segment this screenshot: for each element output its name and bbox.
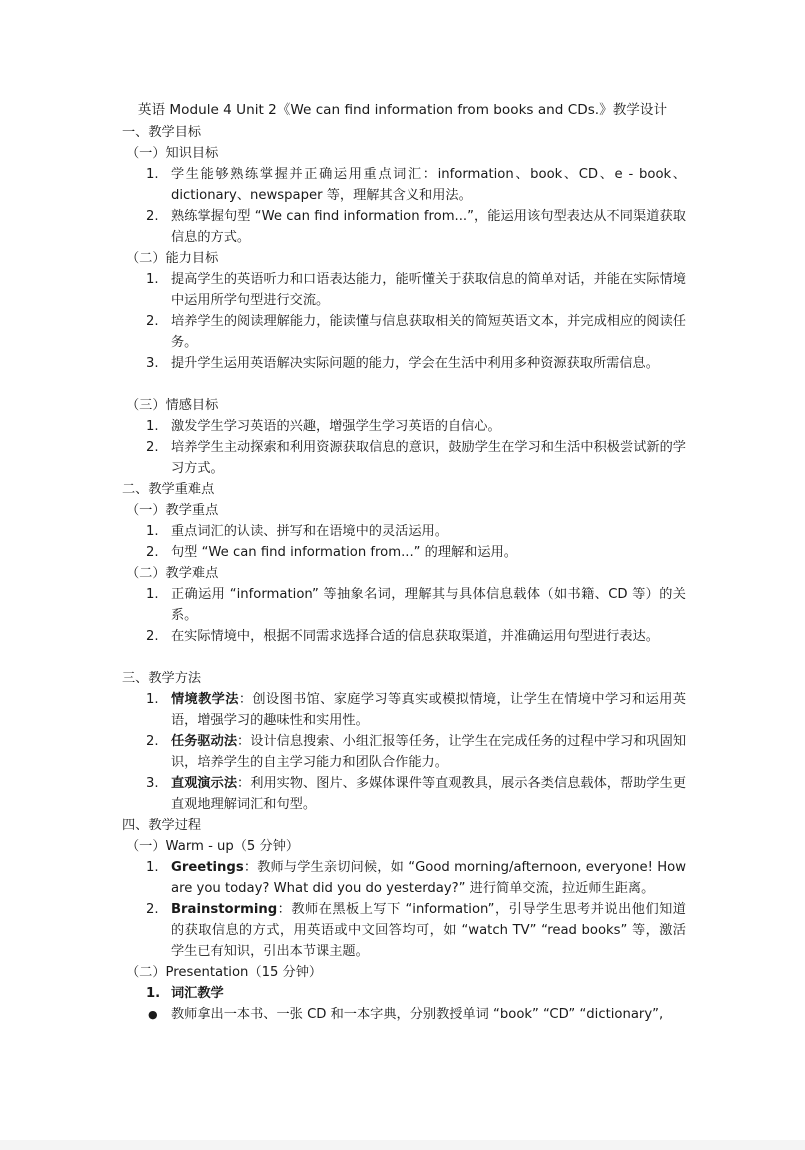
list-item: 2. 培养学生的阅读理解能力，能读懂与信息获取相关的简短英语文本，并完成相应的阅读任务。 xyxy=(146,314,686,350)
subheading-presentation: （二）Presentation（15 分钟） xyxy=(126,965,323,980)
list-item: 2. Brainstorming：教师在黑板上写下 “information”，引导学生思考并说出他们知道的获取信息的方式，用英语或中文回答均可，如 “watch TV” “read books” 等，激活学生已有知识，引出本节课主题。 xyxy=(146,902,686,959)
section-heading-objectives: 一、教学目标 xyxy=(122,125,202,140)
activity-label: Brainstorming xyxy=(171,902,278,917)
list-item: 1. 重点词汇的认读、拼写和在语境中的灵活运用。 xyxy=(146,524,448,539)
method-label: 情境教学法 xyxy=(171,692,239,707)
section-heading-key-points: 二、教学重难点 xyxy=(122,482,215,497)
method-label: 直观演示法 xyxy=(171,776,238,791)
subheading-knowledge: （一）知识目标 xyxy=(126,146,219,161)
list-item: 1. 正确运用 “information” 等抽象名词，理解其与具体信息载体（如书籍、CD 等）的关系。 xyxy=(146,587,686,623)
bullet-icon: ● xyxy=(148,1008,158,1021)
bullet-item: ● 教师拿出一本书、一张 CD 和一本字典，分别教授单词 “book” “CD” “dictionary”, xyxy=(146,1004,686,1025)
subheading-emotion: （三）情感目标 xyxy=(126,398,219,413)
activity-label: Greetings xyxy=(171,860,244,875)
document-title: 英语 Module 4 Unit 2《We can find information from books and CDs.》教学设计 xyxy=(137,102,668,118)
subheading-warm-up: （一）Warm - up（5 分钟） xyxy=(126,839,300,854)
subheading-difficulties: （二）教学难点 xyxy=(126,566,219,581)
list-item: 2. 熟练掌握句型 “We can find information from...”，能运用该句型表达从不同渠道获取信息的方式。 xyxy=(146,209,686,245)
method-label: 任务驱动法 xyxy=(171,734,238,749)
list-item: 2. 句型 “We can find information from...” 的理解和运用。 xyxy=(146,545,517,560)
subheading-ability: （二）能力目标 xyxy=(126,251,219,266)
subsection-title: 词汇教学 xyxy=(171,986,224,1001)
list-item: 1. 词汇教学 xyxy=(146,983,686,1004)
section-heading-process: 四、教学过程 xyxy=(122,818,202,833)
list-item: 1. 情境教学法：创设图书馆、家庭学习等真实或模拟情境，让学生在情境中学习和运用英语，增强学习的趣味性和实用性。 xyxy=(146,692,686,728)
list-item: 1. 学生能够熟练掌握并正确运用重点词汇：information、book、CD、e - book、dictionary、newspaper 等，理解其含义和用法。 xyxy=(146,167,686,203)
list-item: 2. 在实际情境中，根据不同需求选择合适的信息获取渠道，并准确运用句型进行表达。 xyxy=(146,629,659,644)
list-item: 1. Greetings：教师与学生亲切问候，如 “Good morning/afternoon, everyone! How are you today? What did you do yesterday?” 进行简单交流，拉近师生距离。 xyxy=(146,860,686,896)
list-item: 1. 提高学生的英语听力和口语表达能力，能听懂关于获取信息的简单对话，并能在实际情境中运用所学句型进行交流。 xyxy=(146,272,686,308)
list-item: 2. 培养学生主动探索和利用资源获取信息的意识，鼓励学生在学习和生活中积极尝试新的学习方式。 xyxy=(146,440,686,476)
section-heading-methods: 三、教学方法 xyxy=(122,671,202,686)
list-item: 1. 激发学生学习英语的兴趣，增强学生学习英语的自信心。 xyxy=(146,419,501,434)
list-item: 2. 任务驱动法：设计信息搜索、小组汇报等任务，让学生在完成任务的过程中学习和巩固知识，培养学生的自主学习能力和团队合作能力。 xyxy=(146,734,687,770)
list-item: 3. 提升学生运用英语解决实际问题的能力，学会在生活中利用多种资源获取所需信息。 xyxy=(146,356,659,371)
subheading-focus: （一）教学重点 xyxy=(126,503,219,518)
list-item: 3. 直观演示法：利用实物、图片、多媒体课件等直观教具，展示各类信息载体，帮助学生更直观地理解词汇和句型。 xyxy=(146,776,687,812)
